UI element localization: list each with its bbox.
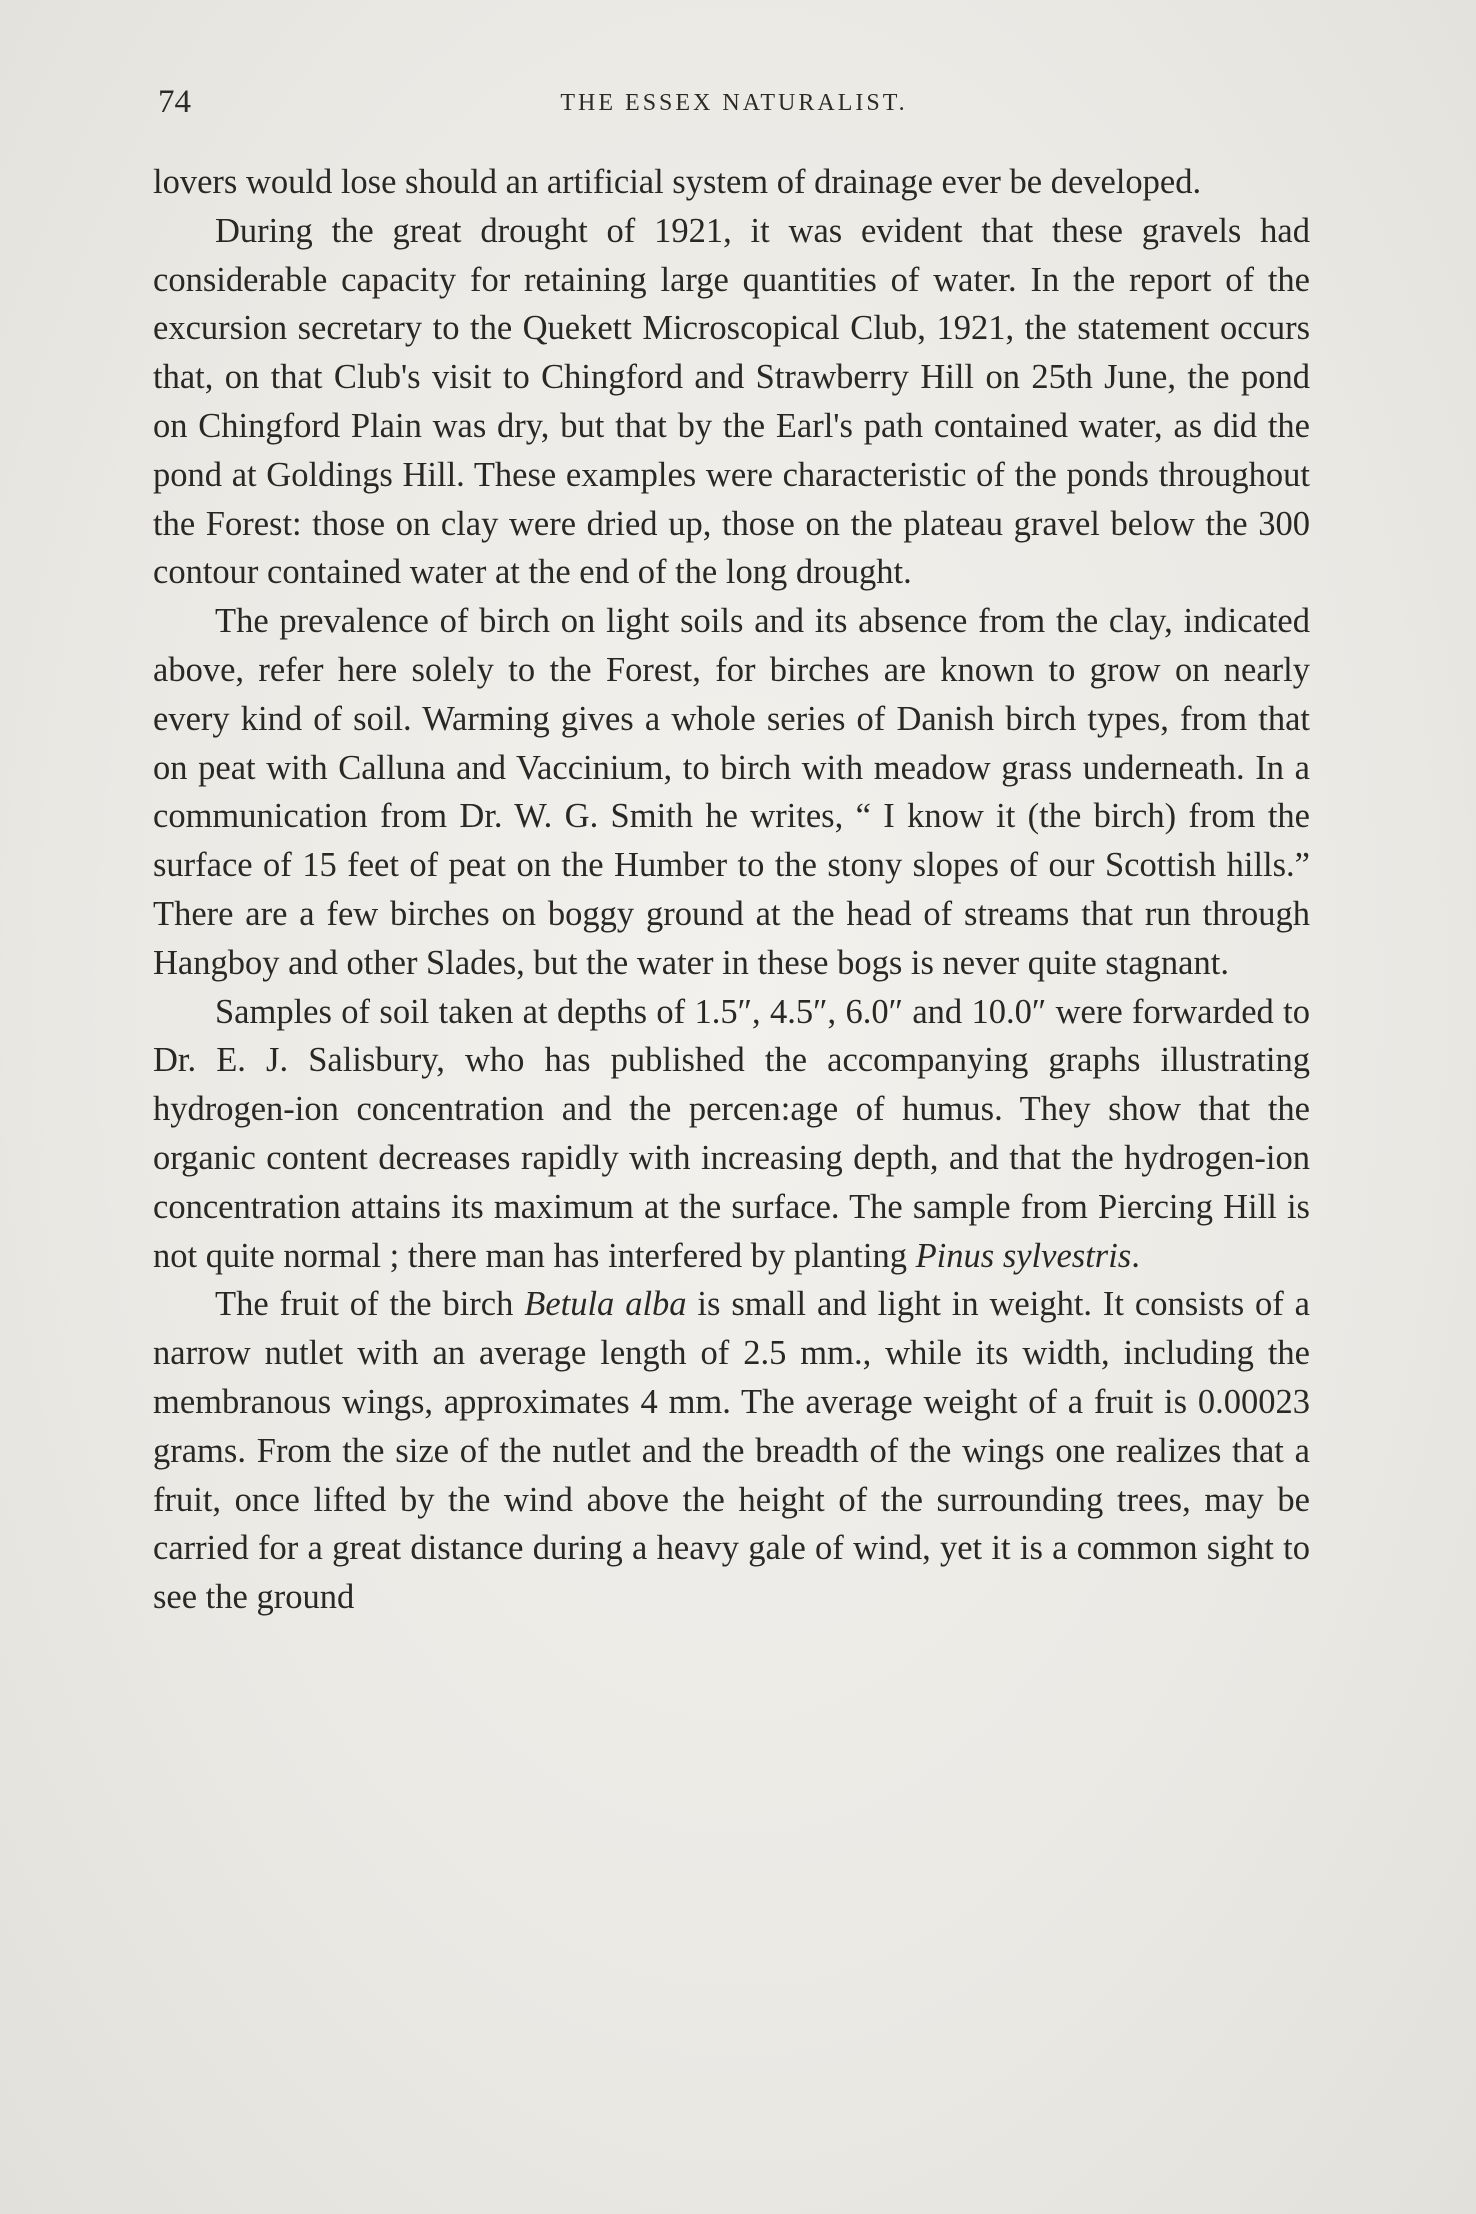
journal-title: THE ESSEX NATURALIST. bbox=[560, 90, 908, 116]
paragraph-text: Samples of soil taken at depths of 1.5″, 4.5″, 6.0″ and 10.0″ were forwarded to Dr. E. J. Salisbury, who has published the accompanying graphs illustrating hydrogen-ion concentration and the percen:age of humus. They show that the organic content decreases rapidly with increasing depth, and that the hydrogen-ion concentration attains its maximum at the surface. The sample from Piercing Hill is not quite normal ; there man has interfered by planting bbox=[153, 992, 1310, 1275]
paragraph-birch-prevalence: The prevalence of birch on light soils and its absence from the clay, indicated above, refer here solely to the Forest, for birches are known to grow on nearly every kind of soil. Warming gives a whole series of Danish birch types, from that on peat with Calluna and Vaccinium, to birch with meadow grass underneath. In a communication from Dr. W. G. Smith he writes, “ I know it (the birch) from the surface of 15 feet of peat on the Humber to the stony slopes of our Scottish hills.” There are a few birches on boggy ground at the head of streams that run through Hangboy and other Slades, but the water in these bogs is never quite stagnant. bbox=[153, 602, 1310, 982]
paragraph-text: . bbox=[1131, 1236, 1140, 1275]
body-text bbox=[153, 158, 1310, 1622]
species-name-italic: Betula alba bbox=[524, 1285, 687, 1324]
paragraph-birch-fruit bbox=[153, 1280, 1310, 1622]
running-head bbox=[158, 84, 1310, 132]
species-name-italic: Pinus sylvestris bbox=[915, 1236, 1132, 1275]
page-number: 74 bbox=[158, 84, 191, 120]
paragraph-text: The fruit of the birch bbox=[215, 1285, 525, 1324]
paragraph-continuation: lovers would lose should an artificial system of drainage ever be developed. bbox=[153, 163, 1202, 201]
paragraph-soil-samples bbox=[153, 988, 1310, 1281]
paragraph-text: is small and light in weight. It consists of a narrow nutlet with an average length of 2.5 mm., while its width, including the membranous wings, approximates 4 mm. The average weight of a fruit is 0.00023 grams. From the size of the nutlet and the breadth of the wings one realizes that a fruit, once lifted by the wind above the height of the surrounding trees, may be carried for a great distance during a heavy gale of wind, yet it is a common sight to see the ground bbox=[153, 1285, 1310, 1617]
paragraph-drought: During the great drought of 1921, it was evident that these gravels had considerable capacity for retaining large quantities of water. In the report of the excursion secretary to the Quekett Microscopical Club, 1921, the statement occurs that, on that Club's visit to Chingford and Strawberry Hill on 25th June, the pond on Chingford Plain was dry, but that by the Earl's path contained water, as did the pond at Goldings Hill. These examples were characteristic of the ponds throughout the Forest: those on clay were dried up, those on the plateau gravel below the 300 contour contained water at the end of the long drought. bbox=[153, 211, 1310, 592]
